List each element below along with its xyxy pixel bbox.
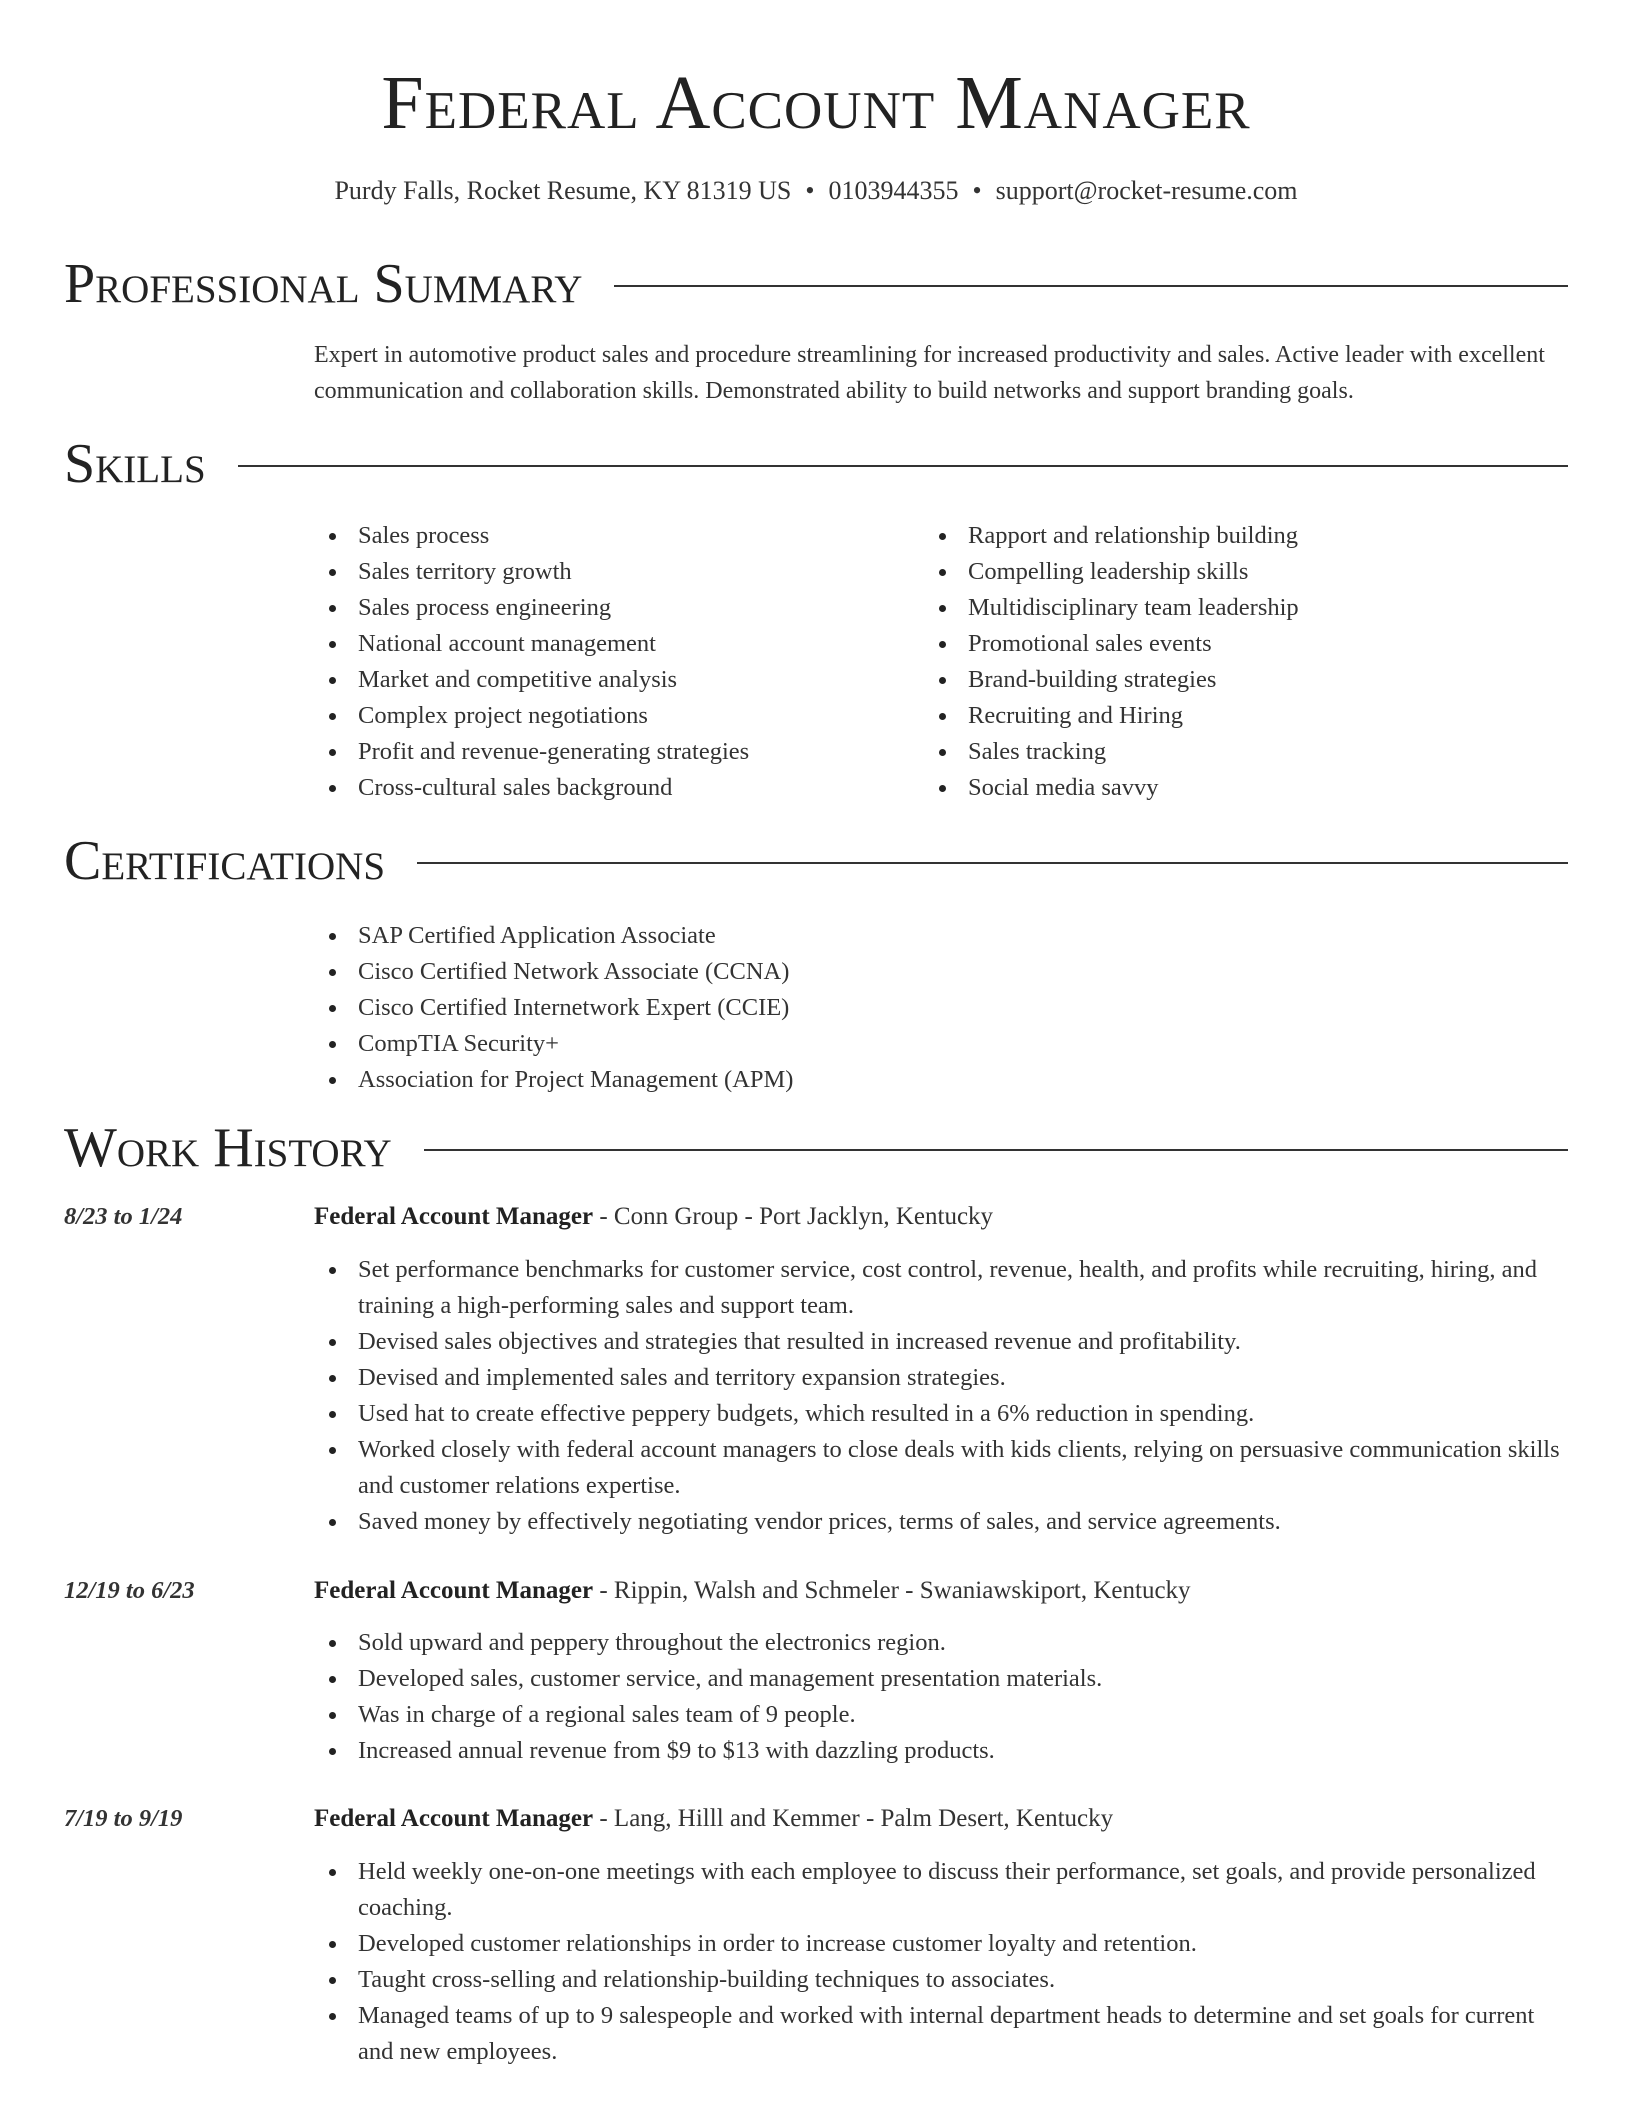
- list-item-text: National account management: [358, 630, 656, 657]
- list-item: [924, 770, 1564, 806]
- list-item: [314, 918, 793, 954]
- contact-separator: •: [805, 176, 815, 205]
- section-header-summary: [64, 252, 1568, 316]
- list-item-text: Worked closely with federal account managers to close deals with kids clients, relying on persuasive communication skills and customer relations expertise.: [358, 1436, 1560, 1499]
- list-item: [314, 1854, 1568, 1926]
- list-item: [314, 1252, 1568, 1324]
- bullet-icon: [329, 933, 336, 940]
- list-item-text: Held weekly one-on-one meetings with each employee to discuss their performance, set goals, and provide personalized coaching.: [358, 1858, 1536, 1921]
- section-title-work-history: Work History: [64, 1117, 392, 1179]
- job-title-line: [314, 1801, 1113, 1837]
- list-item-text: Compelling leadership skills: [968, 558, 1249, 585]
- list-item: [314, 1998, 1568, 2070]
- list-item: [314, 518, 914, 554]
- list-item: [924, 626, 1564, 662]
- list-item-text: Sales territory growth: [358, 558, 572, 585]
- contact-line: [0, 173, 1632, 209]
- list-item-text: Was in charge of a regional sales team of 9 people.: [358, 1701, 856, 1728]
- list-item: [314, 554, 914, 590]
- job-title-line: [314, 1199, 993, 1235]
- bullet-icon: [939, 749, 946, 756]
- bullet-icon: [329, 1267, 336, 1274]
- contact-email[interactable]: support@rocket-resume.com: [995, 176, 1298, 205]
- bullet-icon: [329, 785, 336, 792]
- certifications-list: [314, 918, 793, 1098]
- list-item: [924, 554, 1564, 590]
- list-item: [314, 1324, 1568, 1360]
- list-item: [924, 698, 1564, 734]
- section-header-certifications: [64, 829, 1568, 893]
- job-bullets: [314, 1854, 1568, 2070]
- section-title-certifications: Certifications: [64, 830, 386, 892]
- bullet-icon: [329, 677, 336, 684]
- list-item: [314, 1661, 1568, 1697]
- section-divider: [614, 285, 1568, 287]
- list-item-text: CompTIA Security+: [358, 1030, 559, 1057]
- list-item-text: SAP Certified Application Associate: [358, 922, 716, 949]
- list-item-text: Sales process engineering: [358, 594, 612, 621]
- list-item-text: Set performance benchmarks for customer service, cost control, revenue, health, and profits while recruiting, hiring, and training a high-performing sales and support team.: [358, 1256, 1537, 1319]
- bullet-icon: [939, 605, 946, 612]
- list-item: [314, 626, 914, 662]
- bullet-icon: [329, 1748, 336, 1755]
- candidate-name: Federal Account Manager: [381, 61, 1251, 145]
- section-divider: [417, 862, 1568, 864]
- section-divider: [424, 1149, 1568, 1151]
- list-item: [924, 590, 1564, 626]
- list-item-text: Saved money by effectively negotiating vendor prices, terms of sales, and service agreements.: [358, 1508, 1281, 1535]
- bullet-icon: [329, 1941, 336, 1948]
- list-item-text: Promotional sales events: [968, 630, 1212, 657]
- bullet-icon: [329, 1339, 336, 1346]
- list-item: [314, 1625, 1568, 1661]
- bullet-icon: [329, 1869, 336, 1876]
- bullet-icon: [329, 1519, 336, 1526]
- list-item-text: Cisco Certified Internetwork Expert (CCIE): [358, 994, 790, 1021]
- list-item-text: Sales process: [358, 522, 490, 549]
- skills-list-right: [924, 518, 1564, 806]
- bullet-icon: [329, 641, 336, 648]
- list-item: [314, 1697, 1568, 1733]
- list-item-text: Used hat to create effective peppery budgets, which resulted in a 6% reduction in spending.: [358, 1400, 1255, 1427]
- list-item: [314, 1733, 1568, 1769]
- section-title-summary: Professional Summary: [64, 253, 583, 315]
- list-item-text: Complex project negotiations: [358, 702, 648, 729]
- list-item: [314, 1396, 1568, 1432]
- list-item-text: Sold upward and peppery throughout the electronics region.: [358, 1629, 946, 1656]
- bullet-icon: [329, 1676, 336, 1683]
- bullet-icon: [939, 677, 946, 684]
- list-item-text: Taught cross-selling and relationship-building techniques to associates.: [358, 1966, 1056, 1993]
- contact-address: Purdy Falls, Rocket Resume, KY 81319 US: [334, 176, 792, 205]
- list-item-text: Developed customer relationships in order to increase customer loyalty and retention.: [358, 1930, 1197, 1957]
- job-title-line: [314, 1573, 1191, 1609]
- bullet-icon: [939, 713, 946, 720]
- job-company-location: - Rippin, Walsh and Schmeler - Swaniawskiport, Kentucky: [593, 1577, 1191, 1604]
- list-item-text: Brand-building strategies: [968, 666, 1217, 693]
- job-title: Federal Account Manager: [314, 1577, 594, 1604]
- list-item-text: Association for Project Management (APM): [358, 1066, 794, 1093]
- bullet-icon: [329, 749, 336, 756]
- section-header-skills: [64, 432, 1568, 496]
- list-item-text: Rapport and relationship building: [968, 522, 1299, 549]
- bullet-icon: [329, 1077, 336, 1084]
- list-item-text: Developed sales, customer service, and management presentation materials.: [358, 1665, 1103, 1692]
- contact-phone: 0103944355: [828, 176, 959, 205]
- bullet-icon: [329, 605, 336, 612]
- bullet-icon: [329, 1041, 336, 1048]
- job-dates: 7/19 to 9/19: [64, 1805, 183, 1832]
- list-item: [924, 662, 1564, 698]
- list-item: [314, 1504, 1568, 1540]
- list-item: [314, 662, 914, 698]
- list-item-text: Profit and revenue-generating strategies: [358, 738, 750, 765]
- list-item: [314, 1962, 1568, 1998]
- bullet-icon: [329, 713, 336, 720]
- bullet-icon: [329, 1712, 336, 1719]
- list-item-text: Increased annual revenue from $9 to $13 with dazzling products.: [358, 1737, 995, 1764]
- list-item-text: Sales tracking: [968, 738, 1107, 765]
- list-item-text: Social media savvy: [968, 774, 1159, 801]
- list-item-text: Multidisciplinary team leadership: [968, 594, 1299, 621]
- bullet-icon: [939, 785, 946, 792]
- list-item: [314, 770, 914, 806]
- job-bullets: [314, 1625, 1568, 1769]
- bullet-icon: [939, 533, 946, 540]
- list-item: [314, 734, 914, 770]
- list-item: [314, 698, 914, 734]
- bullet-icon: [329, 2013, 336, 2020]
- section-divider: [238, 465, 1568, 467]
- contact-separator: •: [972, 176, 982, 205]
- list-item-text: Cisco Certified Network Associate (CCNA): [358, 958, 790, 985]
- list-item-text: Devised sales objectives and strategies that resulted in increased revenue and profitability.: [358, 1328, 1241, 1355]
- list-item-text: Managed teams of up to 9 salespeople and worked with internal department heads to determine and set goals for current and new employees.: [358, 2002, 1535, 2065]
- job-company-location: - Conn Group - Port Jacklyn, Kentucky: [593, 1203, 994, 1230]
- list-item: [314, 954, 793, 990]
- bullet-icon: [329, 1411, 336, 1418]
- job-title: Federal Account Manager: [314, 1203, 594, 1230]
- job-company-location: - Lang, Hilll and Kemmer - Palm Desert, Kentucky: [593, 1805, 1114, 1832]
- list-item: [314, 990, 793, 1026]
- bullet-icon: [329, 1375, 336, 1382]
- bullet-icon: [329, 1977, 336, 1984]
- job-dates: 12/19 to 6/23: [64, 1577, 195, 1604]
- job-dates: 8/23 to 1/24: [64, 1203, 183, 1230]
- bullet-icon: [329, 1640, 336, 1647]
- section-header-work-history: [64, 1116, 1568, 1180]
- bullet-icon: [329, 569, 336, 576]
- skills-list-left: [314, 518, 914, 806]
- list-item: [314, 590, 914, 626]
- bullet-icon: [329, 969, 336, 976]
- list-item-text: Devised and implemented sales and territory expansion strategies.: [358, 1364, 1006, 1391]
- bullet-icon: [329, 1005, 336, 1012]
- bullet-icon: [939, 641, 946, 648]
- list-item: [924, 734, 1564, 770]
- bullet-icon: [939, 569, 946, 576]
- job-bullets: [314, 1252, 1568, 1540]
- list-item-text: Recruiting and Hiring: [968, 702, 1184, 729]
- list-item: [314, 1926, 1568, 1962]
- list-item: [314, 1432, 1568, 1504]
- section-title-skills: Skills: [64, 433, 206, 495]
- list-item: [314, 1360, 1568, 1396]
- job-title: Federal Account Manager: [314, 1805, 594, 1832]
- bullet-icon: [329, 533, 336, 540]
- bullet-icon: [329, 1447, 336, 1454]
- list-item-text: Market and competitive analysis: [358, 666, 678, 693]
- list-item: [314, 1062, 793, 1098]
- summary-text: Expert in automotive product sales and procedure streamlining for increased productivity and sales. Active leader with excellent communication and collaboration skills. Demonstrated ability to build networks and support branding goals.: [314, 342, 1545, 404]
- list-item-text: Cross-cultural sales background: [358, 774, 673, 801]
- list-item: [314, 1026, 793, 1062]
- list-item: [924, 518, 1564, 554]
